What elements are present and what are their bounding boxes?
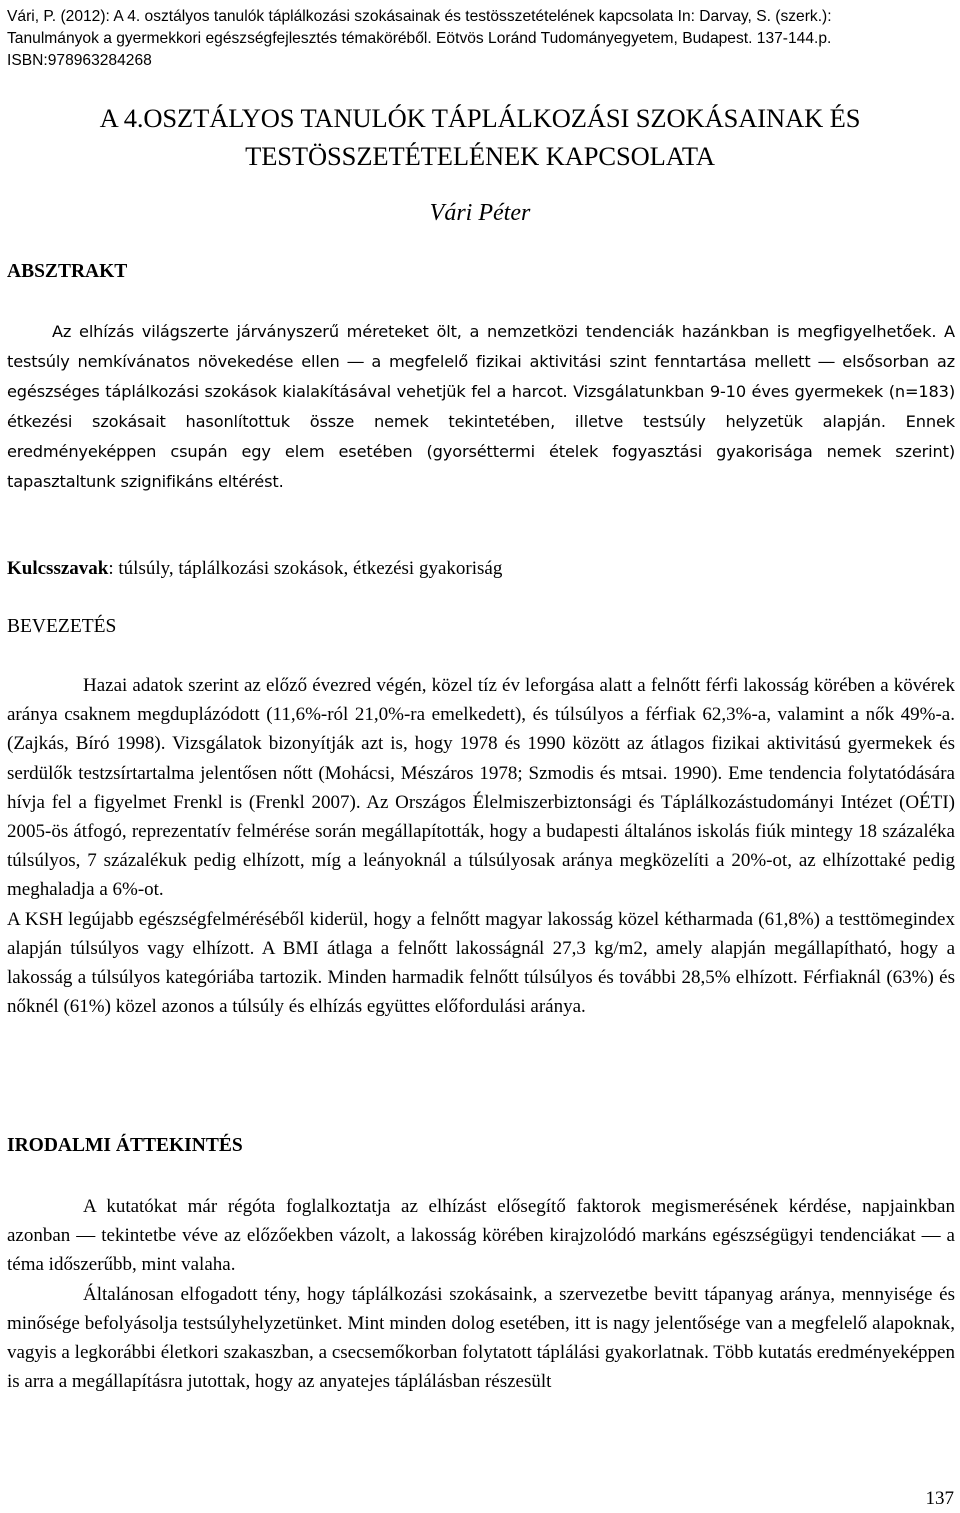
citation-isbn: ISBN:978963284268 (7, 52, 152, 69)
paragraph: A KSH legújabb egészségfelméréséből kiderül, hogy a felnőtt magyar lakosság közel kétharmada (61,8%) a testtömegindex alapján túlsúlyos vagy elhízott. A BMI átlaga a felnőtt lakosságnál 27,3 kg/m2, amely alapján megállapítható, hogy a lakosság a túlsúlyos kategóriába tartozik. Minden harmadik felnőtt túlsúlyos és további 28,5% elhízott. Férfiaknál (63%) és nőknél (61%) közel azonos a túlsúly és elhízás együttes előfordulási aránya. (7, 908, 955, 1018)
keywords-text: : túlsúly, táplálkozási szokások, étkezési gyakoriság (108, 558, 503, 579)
paper-title (0, 99, 960, 175)
abstract-body (7, 317, 955, 496)
citation-line: Tanulmányok a gyermekkori egészségfejlesztés témaköréből. Eötvös Loránd Tudományegyetem, Budapest. 137-144.p. (7, 30, 832, 47)
title-line: TESTÖSSZETÉTELÉNEK KAPCSOLATA (245, 141, 715, 171)
keywords (7, 555, 955, 583)
paragraph: A kutatókat már régóta foglalkoztatja az elhízást elősegítő faktorok megismerésének kérdése, napjainkban azonban ― tekintetbe véve az előzőekben vázolt, a lakosság körében kirajzolódó markáns egészségügyi tendenciákat ― a téma időszerűbb, mint valaha. (7, 1196, 955, 1276)
author-name: Vári Péter (429, 200, 531, 226)
section-heading-literature-review: IRODALMI ÁTTEKINTÉS (7, 1135, 243, 1156)
title-line: A 4.OSZTÁLYOS TANULÓK TÁPLÁLKOZÁSI SZOKÁSAINAK ÉS (99, 103, 861, 133)
paragraph: Általánosan elfogadott tény, hogy táplálkozási szokásaink, a szervezetbe bevitt tápanyag aránya, mennyisége és minősége befolyásolja testsúlyhelyzetünket. Mint minden dolog esetében, itt is nagy jelentősége van a megfelelő alapoknak, vagyis a legkorábbi életkori szakaszban, a csecsemőkorban folytatott táplálási gyakorlatnak. Több kutatás eredményeképpen is arra a megállapításra jutottak, hogy az anyatejes táplálásban részesült (7, 1283, 955, 1393)
page-number: 137 (925, 1488, 954, 1509)
citation-line: Vári, P. (2012): A 4. osztályos tanulók táplálkozási szokásainak és testösszetételének kapcsolata In: Darvay, S. (szerk.): (7, 8, 832, 25)
section-heading-introduction: BEVEZETÉS (7, 616, 117, 637)
literature-review-body (7, 1192, 955, 1396)
keywords-label: Kulcsszavak (7, 558, 109, 579)
introduction-body (7, 671, 955, 1021)
abstract-paragraph: Az elhízás világszerte járványszerű méreteket ölt, a nemzetközi tendenciák hazánkban is megfigyelhetőek. A testsúly nemkívánatos növekedése ellen ― a megfelelő fizikai aktivitási szint fenntartása mellett ― elsősorban az egészséges táplálkozási szokások kialakításával vehetjük fel a harcot. Vizsgálatunkban 9-10 éves gyermekek (n=183) étkezési szokásait hasonlítottuk össze nemek tekintetében, illetve testsúly helyzetük alapján. Ennek eredményeképpen csupán egy elem esetében (gyorséttermi ételek fogyasztási gyakorisága nemek szerint) tapasztaltunk szignifikáns eltérést. (7, 322, 955, 491)
citation-header (7, 6, 955, 72)
paragraph: Hazai adatok szerint az előző évezred végén, közel tíz év leforgása alatt a felnőtt férfi lakosság körében a kövérek aránya csaknem megduplázódott (11,6%-ról 21,0%-ra emelkedett), és túlsúlyos a férfiak 62,3%-a, valamint a nők 49%-a. (Zajkás, Bíró 1998). Vizsgálatok bizonyítják azt is, hogy 1978 és 1990 között az átlagos fizikai aktivitású gyermekek és serdülők testzsírtartalma jelentősen nőtt (Mohácsi, Mészáros 1978; Szmodis és mtsai. 1990). Eme tendencia folytatódására hívja fel a figyelmet Frenkl is (Frenkl 2007). Az Országos Élelmiszerbiztonsági és Táplálkozástudományi Intézet (OÉTI) 2005-ös átfogó, reprezentatív felmérése során megállapították, hogy a budapesti általános iskolás fiúk mintegy 18 százaléka túlsúlyos, 7 százalékuk pedig elhízott, míg a leányoknál a túlsúlyosak aránya megközelíti a 20%-ot, az elhízottaké pedig meghaladja a 6%-ot. (7, 675, 955, 901)
abstract-heading: ABSZTRAKT (7, 261, 128, 282)
